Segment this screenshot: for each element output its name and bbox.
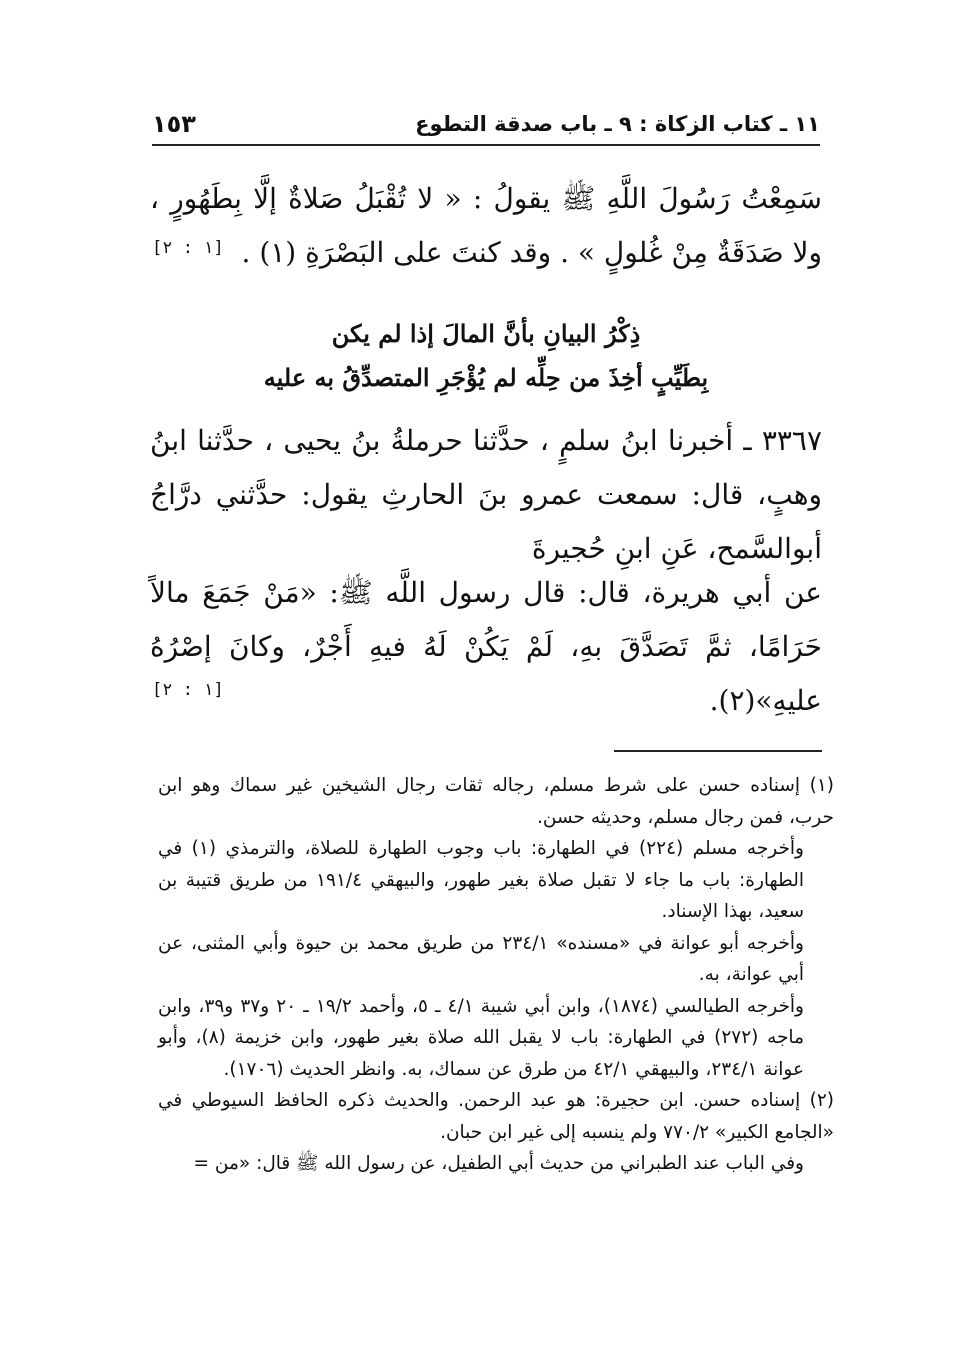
- header-title: ١١ ـ كتاب الزكاة : ٩ ـ باب صدقة التطوع: [415, 112, 820, 136]
- footnote-1-para-2: وأخرجه مسلم (٢٢٤) في الطهارة: باب وجوب الطهارة للصلاة، والترمذي (١) في الطهارة: باب ما جاء لا تقبل صلاة بغير طهور، والبيهقي ١٩١/٤ من طريق قتيبة بن سعيد، بهذا الإسناد.: [158, 838, 804, 922]
- running-header: [152, 108, 820, 144]
- footnote-1: (١) إسناده حسن على شرط مسلم، رجاله ثقات رجال الشيخين غير سماك وهو ابن حرب، فمن رجال مسلم، وحديثه حسن.: [158, 775, 834, 828]
- footnote-separator: [614, 750, 822, 752]
- footnote-1-para-4: وأخرجه الطيالسي (١٨٧٤)، وابن أبي شيبة ٤/١ ـ ٥، وأحمد ١٩/٢ ـ ٢٠ و٣٧ و٣٩، وابن ماجه (٢٧٢) في الطهارة: باب لا يقبل الله صلاة بغير طهور، وابن خزيمة (٨)، وأبو عوانة ٢٣٤/١، والبيهقي ٤٢/١ من طرق عن سماك، به. وانظر الحديث (١٧٠٦).: [158, 995, 804, 1080]
- footnote-2: (٢) إسناده حسن. ابن حجيرة: هو عبد الرحمن. والحديث ذكره الحافظ السيوطي في «الجامع الكبير» ٧٧٠/٢ ولم ينسبه إلى غير ابن حبان.: [158, 1090, 834, 1143]
- chapter-heading-line1: ذِكْرُ البيانِ بأنَّ المالَ إذا لم يكن: [331, 319, 641, 348]
- footnote-2-para-2: وفي الباب عند الطبراني من حديث أبي الطفيل، عن رسول الله ﷺ قال: «من =: [193, 1153, 804, 1174]
- hadith-paragraph: عن أبي هريرة، قال: قال رسول اللَّه ﷺ: «مَنْ جَمَعَ مالاً حَرَامًا، ثمَّ تَصَدَّقَ بهِ، لَمْ يَكُنْ لَهُ فيهِ أَجْرٌ، وكانَ إصْرُهُ عليهِ»(٢).: [150, 576, 822, 717]
- chapter-heading: [150, 312, 822, 400]
- footnotes: [158, 770, 834, 1180]
- hadith-ref: [١ : ٢]: [152, 680, 224, 700]
- footnote-1-para-3: وأخرجه أبو عوانة في «مسنده» ٢٣٤/١ من طريق محمد بن حيوة وأبي المثنى، عن أبي عوانة، به.: [158, 932, 804, 985]
- page-number: ١٥٣: [152, 110, 196, 138]
- top-passage-ref: [١ : ٢]: [152, 238, 224, 258]
- chapter-heading-line2: بِطَيِّبٍ أخِذَ من حِلِّه لم يُؤْجَرِ المتصدِّقُ به عليه: [263, 363, 709, 392]
- header-rule: [152, 144, 820, 146]
- top-passage: سَمِعْتُ رَسُولَ اللَّهِ ﷺ يقولُ : « لا تُقْبَلُ صَلاةٌ إلَّا بِطَهُورٍ ، ولا صَدَقَةٌ مِنْ غُلولٍ » . وقد كنتَ على البَصْرَةِ (١) .: [150, 182, 822, 269]
- isnad-paragraph: ٣٣٦٧ ـ أخبرنا ابنُ سلمٍ ، حدَّثنا حرملةُ بنُ يحيى ، حدَّثنا ابنُ وهبٍ، قال: سمعت عمرو بنَ الحارثِ يقول: حدَّثني درَّاجُ أبوالسَّمح، عَنِ ابنِ حُجيرةَ: [150, 424, 822, 565]
